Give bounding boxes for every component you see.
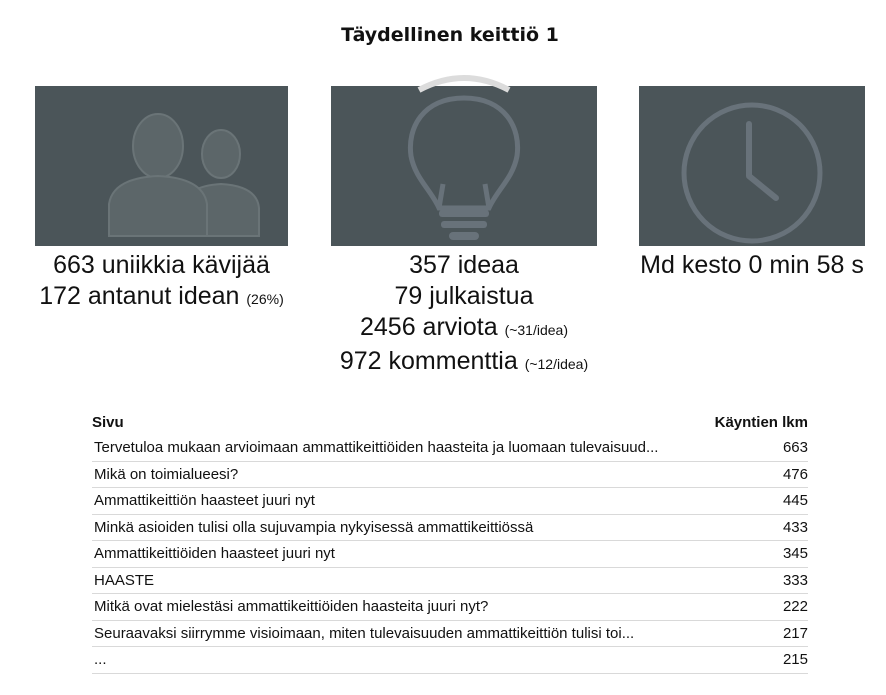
page-cell: Seuraavaksi siirrymme visioimaan, miten tulevaisuuden ammattikeittiön tulisi toi... xyxy=(92,620,707,647)
visits-cell: 433 xyxy=(707,514,808,541)
stat-line-median-duration: Md kesto 0 min 58 s xyxy=(640,251,864,279)
stat-line-comments: 972 kommenttia (~12/idea) xyxy=(339,347,589,375)
page-cell: HAASTE xyxy=(92,567,707,594)
page-title: Täydellinen keittiö 1 xyxy=(341,24,559,46)
visitors-stat xyxy=(35,86,288,315)
page-cell: Mikä on toimialueesi? xyxy=(92,461,707,488)
stat-line-idea-givers: 172 antanut idean (26%) xyxy=(39,282,284,310)
duration-stat xyxy=(639,86,865,281)
visits-cell: 445 xyxy=(707,488,808,515)
visits-cell: 476 xyxy=(707,461,808,488)
visits-cell: 333 xyxy=(707,567,808,594)
table-row xyxy=(92,461,808,488)
page-cell: Minkä asioiden tulisi olla sujuvampia nykyisessä ammattikeittiössä xyxy=(92,514,707,541)
table-row xyxy=(92,620,808,647)
stat-line-ratings: 2456 arviota (~31/idea) xyxy=(360,313,568,341)
visits-cell: 663 xyxy=(707,435,808,461)
page-cell: Tervetuloa mukaan arvioimaan ammattikeittiöiden haasteita ja luomaan tulevaisuud... xyxy=(92,435,707,461)
clock-icon xyxy=(639,86,865,246)
lightbulb-icon xyxy=(331,86,597,246)
stat-note: (~12/idea) xyxy=(524,356,589,372)
stat-line-unique-visitors: 663 uniikkia kävijää xyxy=(53,251,270,279)
stat-note: (26%) xyxy=(246,291,284,307)
users-icon xyxy=(35,86,288,246)
page-cell: Mitkä ovat mielestäsi ammattikeittiöiden haasteita juuri nyt? xyxy=(92,594,707,621)
page-cell: ... xyxy=(92,647,707,674)
table-row xyxy=(92,567,808,594)
visits-cell: 222 xyxy=(707,594,808,621)
column-header-visits: Käyntien lkm xyxy=(714,413,808,431)
stat-line-ideas: 357 ideaa xyxy=(409,251,519,279)
visits-cell: 345 xyxy=(707,541,808,568)
visits-cell: 217 xyxy=(707,620,808,647)
page-visits-table xyxy=(92,410,808,674)
ideas-stat xyxy=(331,86,597,380)
table-row xyxy=(92,541,808,568)
table-row xyxy=(92,488,808,515)
page-cell: Ammattikeittiöiden haasteet juuri nyt xyxy=(92,541,707,568)
visits-cell: 215 xyxy=(707,647,808,674)
table-row xyxy=(92,594,808,621)
table-header-row xyxy=(92,410,808,435)
table-row xyxy=(92,435,808,461)
page-cell: Ammattikeittiön haasteet juuri nyt xyxy=(92,488,707,515)
stat-note: (~31/idea) xyxy=(504,322,568,338)
column-header-page: Sivu xyxy=(92,413,124,431)
table-row xyxy=(92,647,808,674)
table-row xyxy=(92,514,808,541)
stat-line-published: 79 julkaistua xyxy=(394,282,534,310)
